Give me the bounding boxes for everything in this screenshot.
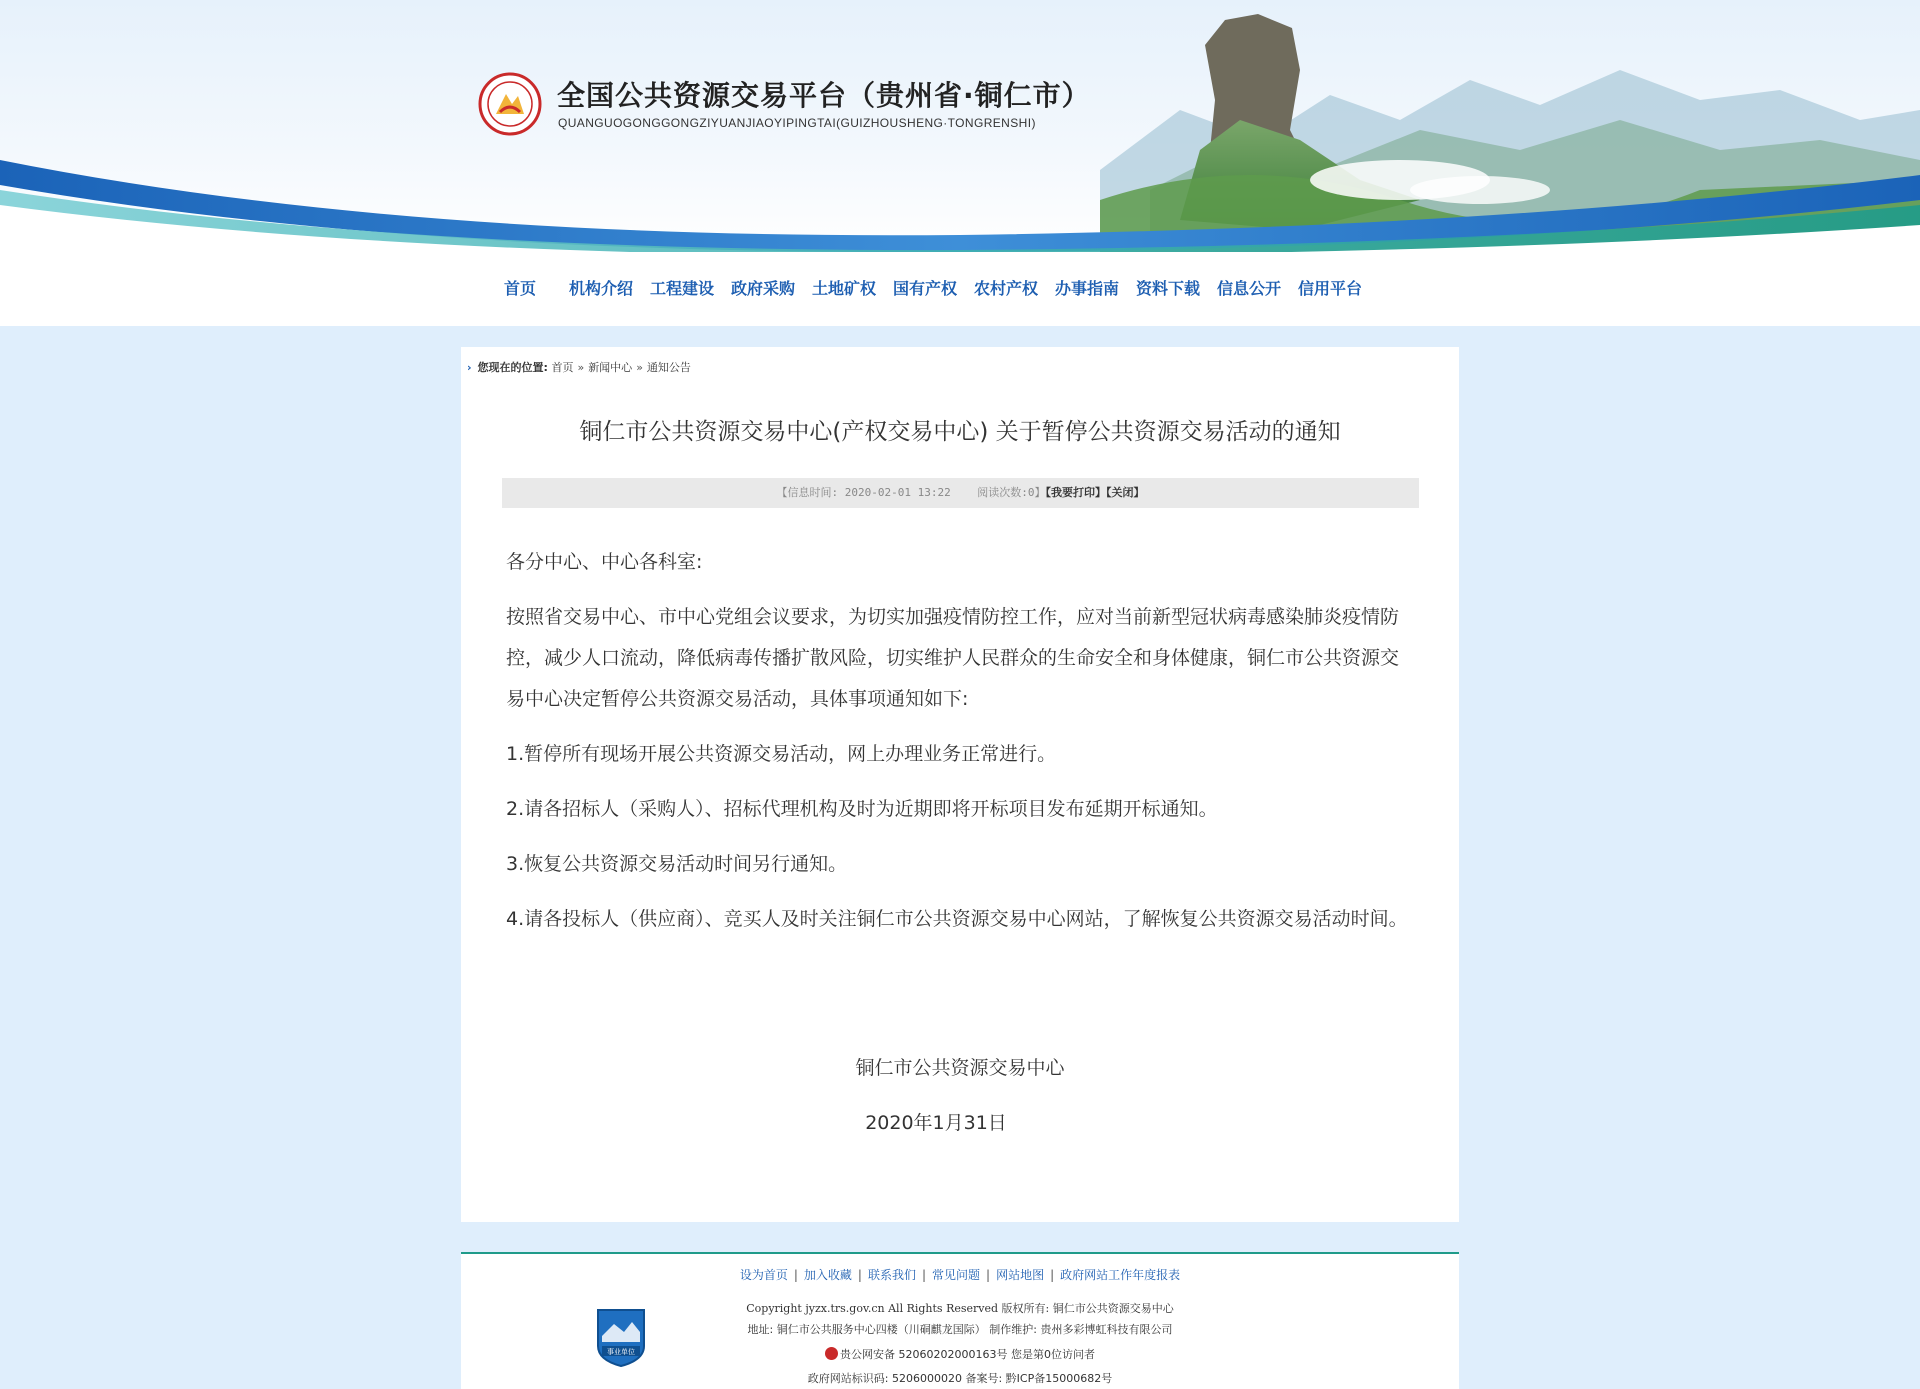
- footer-link-annual-report[interactable]: 政府网站工作年度报表: [1060, 1268, 1181, 1282]
- nav-item-home[interactable]: 首页: [504, 279, 537, 298]
- footer-link-contact[interactable]: 联系我们: [867, 1268, 916, 1282]
- breadcrumb-notices[interactable]: 通知公告: [646, 361, 691, 374]
- breadcrumb-sep: »: [577, 361, 585, 374]
- close-button[interactable]: 【关闭】: [1105, 486, 1145, 499]
- print-button[interactable]: 【我要打印】: [1045, 486, 1106, 499]
- footer-police: [461, 1346, 1459, 1362]
- footer-link-favorite[interactable]: 加入收藏: [803, 1268, 852, 1282]
- footer-copyright: Copyright jyzx.trs.gov.cn All Rights Reserved 版权所有: 铜仁市公共资源交易中心: [746, 1302, 1174, 1315]
- nav-item-land[interactable]: 土地矿权: [812, 279, 877, 298]
- nav-item-state-property[interactable]: 国有产权: [893, 279, 958, 298]
- nav-item-guide[interactable]: 办事指南: [1055, 279, 1120, 298]
- site-title: 全国公共资源交易平台（贵州省·铜仁市）: [557, 79, 1091, 112]
- footer-address: 地址: 铜仁市公共服务中心四楼（川硐麒龙国际） 制作维护: 贵州多彩博虹科技有限公司: [747, 1323, 1173, 1336]
- breadcrumb-sep: »: [636, 361, 643, 374]
- breadcrumb-label: 您现在的位置:: [477, 361, 548, 374]
- info-reads: 0: [1027, 486, 1035, 499]
- nav-item-downloads[interactable]: 资料下载: [1136, 279, 1201, 298]
- footer-link-set-home[interactable]: 设为首页: [739, 1268, 788, 1282]
- footer-link-faq[interactable]: 常见问题: [932, 1268, 981, 1282]
- main-nav: [0, 252, 1920, 326]
- nav-item-about[interactable]: 机构介绍: [569, 279, 634, 298]
- article-salutation: 各分中心、中心各科室:: [506, 551, 703, 573]
- site-subtitle: QUANGUOGONGGONGZIYUANJIAOYIPINGTAI(GUIZHOUSHENG·TONGRENSHI): [558, 116, 1036, 130]
- footer-link-sitemap[interactable]: 网站地图: [996, 1268, 1045, 1282]
- site-logo[interactable]: [478, 72, 542, 136]
- police-emblem-icon: [825, 1347, 838, 1360]
- article-item-3: 3.恢复公共资源交易活动时间另行通知。: [506, 853, 848, 875]
- nav-item-procurement[interactable]: 政府采购: [731, 279, 796, 298]
- footer-links: 设为首页 | 加入收藏 | 联系我们 | 常见问题 | 网站地图 | 政府网站工作年度报表: [739, 1268, 1181, 1282]
- breadcrumb-home[interactable]: 首页: [551, 361, 574, 374]
- badge-text: 事业单位: [607, 1348, 635, 1356]
- signature-org: 铜仁市公共资源交易中心: [855, 1057, 1065, 1079]
- nav-item-credit[interactable]: 信用平台: [1298, 279, 1363, 298]
- article-item-2: 2.请各招标人（采购人）、招标代理机构及时为近期即将开标项目发布延期开标通知。: [506, 798, 1218, 820]
- signature-date: 2020年1月31日: [865, 1112, 1007, 1134]
- article-panel: [461, 347, 1459, 1222]
- article-info-bar: [502, 478, 1419, 508]
- breadcrumb: [467, 359, 691, 375]
- article-body: [506, 542, 1411, 954]
- chevron-right-icon: ›: [467, 361, 472, 374]
- article-paragraph: 按照省交易中心、市中心党组会议要求，为切实加强疫情防控工作，应对当前新型冠状病毒感染肺炎疫情防控，减少人口流动，降低病毒传播扩散风险，切实维护人民群众的生命安全和身体健康，铜仁市公共资源交易中心决定暂停公共资源交易活动，具体事项通知如下:: [506, 606, 1400, 710]
- footer: [461, 1254, 1459, 1389]
- info-close-bracket: 】: [1034, 486, 1046, 499]
- info-reads-label: 阅读次数:: [977, 486, 1028, 499]
- info-time-label: 【信息时间:: [776, 486, 839, 499]
- header-banner: [0, 0, 1920, 252]
- article-title: 铜仁市公共资源交易中心(产权交易中心) 关于暂停公共资源交易活动的通知: [579, 419, 1341, 445]
- breadcrumb-news[interactable]: 新闻中心: [588, 361, 633, 374]
- footer-police-text: 贵公网安备 52060202000163号 您是第0位访问者: [840, 1348, 1095, 1361]
- nav-item-construction[interactable]: 工程建设: [650, 279, 715, 298]
- footer-icp: 政府网站标识码: 5206000020 备案号: 黔ICP备15000682号: [807, 1372, 1113, 1385]
- info-time: 2020-02-01 13:22: [844, 486, 951, 499]
- nav-item-disclosure[interactable]: 信息公开: [1217, 279, 1282, 298]
- nav-item-rural-property[interactable]: 农村产权: [974, 279, 1039, 298]
- article-item-4: 4.请各投标人（供应商）、竞买人及时关注铜仁市公共资源交易中心网站，了解恢复公共资源交易活动时间。: [506, 908, 1408, 930]
- article-item-1: 1.暂停所有现场开展公共资源交易活动，网上办理业务正常进行。: [506, 743, 1057, 765]
